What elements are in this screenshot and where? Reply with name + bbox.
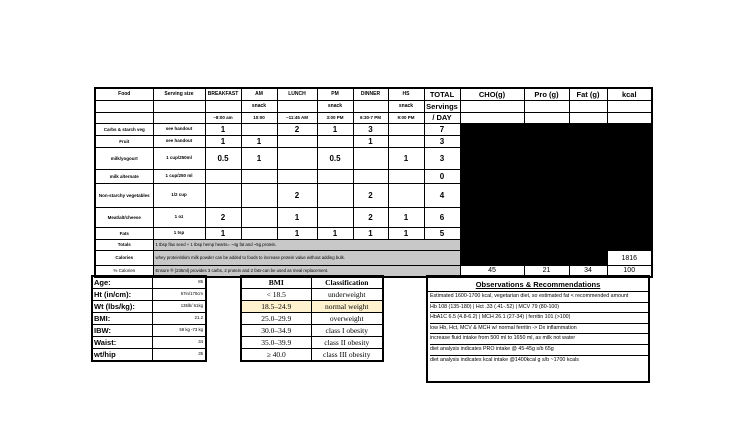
per-day-header: / DAY xyxy=(424,113,460,124)
am-sub: snack xyxy=(241,101,277,113)
table-row: Wt (lbs/kg): 135lb/ 61kg xyxy=(92,301,206,313)
table-row: milk alternate 1 cup/250 ml 0 xyxy=(95,170,652,184)
kcal-header: kcal xyxy=(607,88,652,101)
list-item: HbA1C 6.5 (4.8-6.2) | MCH 26.1 (27-34) | ferritin 101 (>100) xyxy=(430,313,648,324)
table-row: 35.0–39.9 class II obesity xyxy=(241,337,383,349)
table-row: 25.0–29.9 overweight xyxy=(241,313,383,325)
list-item: Hb 108 (135-180) | Hct .33 (.41-.52) | MCV 79 (80-100) xyxy=(430,303,648,314)
bmi-classification-table xyxy=(240,275,384,362)
table-row: Fruit see handout 1 1 1 3 xyxy=(95,136,652,148)
table-row-highlighted: 18.5–24.9 normal weight xyxy=(241,301,383,313)
table-row: Non-starchy vegetables 1/2 cup 2 2 4 xyxy=(95,184,652,208)
list-item: diet analysis indicates kcal intake @1400kcal g s/b ~1700 kcals xyxy=(430,356,579,363)
dinner-header: DINNER xyxy=(353,88,388,101)
calories-label: Calories xyxy=(95,251,153,266)
list-item: low Hb, Hct, MCV & MCH w/ normal ferritin -> Dx inflammation xyxy=(430,324,648,335)
table-row: Ht (in/cm): 67in/170cm xyxy=(92,289,206,301)
lunch-time: ~11:45 AM xyxy=(277,113,317,124)
observations-box xyxy=(426,275,650,383)
dinner-time: 6:30-7 PM xyxy=(353,113,388,124)
cho-header: CHO(g) xyxy=(460,88,524,101)
fat-header: Fat (g) xyxy=(569,88,607,101)
table-row: IBW: 59 kg -73 kg xyxy=(92,325,206,337)
observations-list xyxy=(428,292,648,365)
serving-size-header: Serving size xyxy=(153,88,205,101)
am-header: AM xyxy=(241,88,277,101)
meal-plan-table xyxy=(94,87,653,278)
pct-pro: 21 xyxy=(524,266,569,277)
breakfast-time: ~8:00 am xyxy=(205,113,241,124)
calories-row xyxy=(95,251,652,266)
totals-note: 1 tbsp flax seed + 1 tbsp hemp hearts= ~4g fat and ~5g protein. xyxy=(153,240,460,251)
calories-note: whey protein/skim milk powder can be added to foods to increase protein value without adding bulk. xyxy=(153,251,460,266)
calories-kcal: 1816 xyxy=(607,251,652,266)
table-row: < 18.5 underweight xyxy=(241,289,383,301)
servings-header: Servings xyxy=(424,101,460,113)
table-row: wt/hip 35 xyxy=(92,349,206,362)
pm-header: PM xyxy=(317,88,353,101)
pct-fat: 34 xyxy=(569,266,607,277)
observations-title: Observations & Recommendations xyxy=(428,280,648,292)
hs-header: HS xyxy=(388,88,424,101)
table-row: milk/yogourt 1 cup/250ml 0.5 1 0.5 1 3 xyxy=(95,148,652,170)
bmi-header-row xyxy=(241,276,383,289)
bmi-header: BMI xyxy=(241,276,311,289)
pct-calories-note: Ensure ® (235ml) provides 3 carbs, 2 protein and 2 fats-can be used as meal replacement. xyxy=(153,266,460,277)
breakfast-header: BREAKFAST xyxy=(205,88,241,101)
totals-row xyxy=(95,240,652,251)
pct-cho: 45 xyxy=(460,266,524,277)
pro-header: Pro (g) xyxy=(524,88,569,101)
pm-time: 3:00 PM xyxy=(317,113,353,124)
table-row: Fats 1 tsp 1 1 1 1 1 5 xyxy=(95,228,652,240)
hs-sub: snack xyxy=(388,101,424,113)
total-header: TOTAL xyxy=(424,88,460,101)
list-item: increase fluid intake from 500 ml to 1650 ml, as milk not water xyxy=(430,334,648,345)
anthropometrics-table xyxy=(91,275,207,362)
pct-calories-label: % Calories xyxy=(95,266,153,277)
blacked-out-nutrient-block xyxy=(460,124,652,240)
table-row: Carbs & starch veg see handout 1 2 1 3 7 xyxy=(95,124,652,136)
table-row: ≥ 40.0 class III obesity xyxy=(241,349,383,362)
pm-sub: snack xyxy=(317,101,353,113)
food-header: Food xyxy=(95,88,153,101)
table-row: Waist: 34 xyxy=(92,337,206,349)
header-row xyxy=(95,88,652,101)
table-row: 30.0–34.9 class I obesity xyxy=(241,325,383,337)
time-row xyxy=(95,113,652,124)
table-row: BMI: 21.2 xyxy=(92,313,206,325)
table-row: Meat/alt/cheese 1 oz 2 1 2 1 6 xyxy=(95,208,652,228)
list-item: Estimated 1600-1700 kcal, vegetarian diet, so estimated fat < recommended amount xyxy=(430,292,648,303)
am-time: 10:00 xyxy=(241,113,277,124)
lunch-header: LUNCH xyxy=(277,88,317,101)
hs-time: 9:00 PM xyxy=(388,113,424,124)
classification-header: Classification xyxy=(311,276,383,289)
totals-label: Totals xyxy=(95,240,153,251)
table-row: Age: 85 xyxy=(92,276,206,289)
subheader-row xyxy=(95,101,652,113)
list-item: diet analysis indicates PRO intake @ 45-45g s/b 65g xyxy=(430,345,648,356)
pct-kcal: 100 xyxy=(607,266,652,277)
